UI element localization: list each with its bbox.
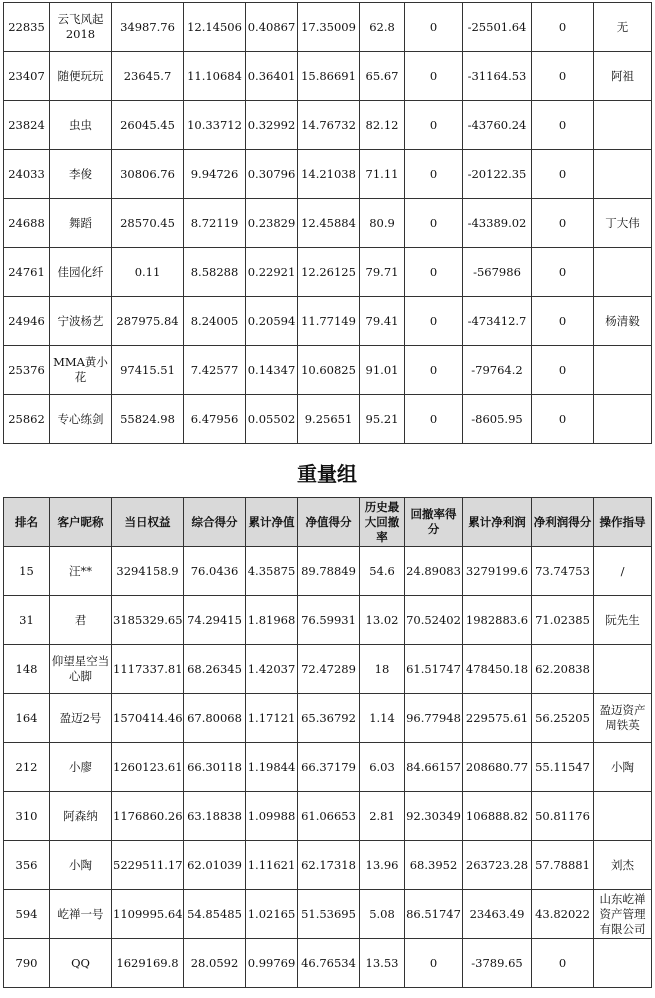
- drawdown-score-cell: 68.3952: [405, 841, 463, 890]
- drawdown-score-cell: 70.52402: [405, 596, 463, 645]
- equity-cell: 26045.45: [112, 101, 184, 150]
- net-profit-score-cell: 0: [532, 248, 594, 297]
- net-value-score-cell: 14.21038: [298, 150, 360, 199]
- max-drawdown-cell: 13.53: [360, 939, 405, 988]
- max-drawdown-cell: 71.11: [360, 150, 405, 199]
- net-value-score-cell: 62.17318: [298, 841, 360, 890]
- column-header-net-profit: 累计净利润: [463, 498, 532, 547]
- drawdown-score-cell: 61.51747: [405, 645, 463, 694]
- net-value-cell: 0.22921: [246, 248, 298, 297]
- nickname-cell: 云飞风起2018: [50, 3, 112, 52]
- nickname-cell: 小廖: [50, 743, 112, 792]
- drawdown-score-cell: 0: [405, 199, 463, 248]
- rank-cell: 164: [4, 694, 50, 743]
- net-value-cell: 0.40867: [246, 3, 298, 52]
- net-profit-score-cell: 0: [532, 101, 594, 150]
- guidance-cell: [594, 150, 652, 199]
- total-score-cell: 8.72119: [184, 199, 246, 248]
- guidance-cell: 阮先生: [594, 596, 652, 645]
- nickname-cell: 虫虫: [50, 101, 112, 150]
- total-score-cell: 12.14506: [184, 3, 246, 52]
- net-value-score-cell: 76.59931: [298, 596, 360, 645]
- rank-cell: 24033: [4, 150, 50, 199]
- net-profit-score-cell: 0: [532, 150, 594, 199]
- rank-cell: 310: [4, 792, 50, 841]
- guidance-cell: 丁大伟: [594, 199, 652, 248]
- equity-cell: 23645.7: [112, 52, 184, 101]
- net-profit-cell: -3789.65: [463, 939, 532, 988]
- guidance-cell: [594, 792, 652, 841]
- equity-cell: 3294158.9: [112, 547, 184, 596]
- total-score-cell: 67.80068: [184, 694, 246, 743]
- guidance-cell: 杨清毅: [594, 297, 652, 346]
- equity-cell: 1176860.26: [112, 792, 184, 841]
- net-value-cell: 4.35875: [246, 547, 298, 596]
- net-profit-cell: -31164.53: [463, 52, 532, 101]
- drawdown-score-cell: 0: [405, 395, 463, 444]
- max-drawdown-cell: 65.67: [360, 52, 405, 101]
- net-profit-cell: -567986: [463, 248, 532, 297]
- equity-cell: 0.11: [112, 248, 184, 297]
- net-profit-cell: -25501.64: [463, 3, 532, 52]
- net-profit-cell: -79764.2: [463, 346, 532, 395]
- net-value-cell: 0.05502: [246, 395, 298, 444]
- net-profit-score-cell: 0: [532, 346, 594, 395]
- net-value-cell: 0.14347: [246, 346, 298, 395]
- table-row: [4, 694, 652, 743]
- max-drawdown-cell: 80.9: [360, 199, 405, 248]
- rank-cell: 25862: [4, 395, 50, 444]
- guidance-cell: 盈迈资产周铁英: [594, 694, 652, 743]
- max-drawdown-cell: 79.41: [360, 297, 405, 346]
- max-drawdown-cell: 95.21: [360, 395, 405, 444]
- net-profit-cell: 1982883.6: [463, 596, 532, 645]
- max-drawdown-cell: 91.01: [360, 346, 405, 395]
- net-profit-score-cell: 0: [532, 939, 594, 988]
- total-score-cell: 66.30118: [184, 743, 246, 792]
- net-value-score-cell: 11.77149: [298, 297, 360, 346]
- nickname-cell: 随便玩玩: [50, 52, 112, 101]
- table-row: [4, 792, 652, 841]
- table-row: [4, 346, 652, 395]
- nickname-cell: 舞蹈: [50, 199, 112, 248]
- total-score-cell: 68.26345: [184, 645, 246, 694]
- equity-cell: 5229511.17: [112, 841, 184, 890]
- nickname-cell: QQ: [50, 939, 112, 988]
- column-header-guidance: 操作指导: [594, 498, 652, 547]
- net-value-score-cell: 9.25651: [298, 395, 360, 444]
- equity-cell: 1260123.61: [112, 743, 184, 792]
- drawdown-score-cell: 0: [405, 150, 463, 199]
- guidance-cell: 刘杰: [594, 841, 652, 890]
- guidance-cell: [594, 395, 652, 444]
- nickname-cell: 仰望星空当心脚: [50, 645, 112, 694]
- guidance-cell: [594, 939, 652, 988]
- table-row: [4, 645, 652, 694]
- column-header-equity: 当日权益: [112, 498, 184, 547]
- net-value-cell: 0.30796: [246, 150, 298, 199]
- nickname-cell: 盈迈2号: [50, 694, 112, 743]
- guidance-cell: 山东屹禅资产管理有限公司: [594, 890, 652, 939]
- bottom-table-body: [4, 547, 652, 988]
- equity-cell: 55824.98: [112, 395, 184, 444]
- table-row: [4, 841, 652, 890]
- nickname-cell: 佳园化纤: [50, 248, 112, 297]
- rank-cell: 212: [4, 743, 50, 792]
- net-profit-cell: 3279199.6: [463, 547, 532, 596]
- table-row: [4, 890, 652, 939]
- total-score-cell: 11.10684: [184, 52, 246, 101]
- total-score-cell: 28.0592: [184, 939, 246, 988]
- drawdown-score-cell: 86.51747: [405, 890, 463, 939]
- total-score-cell: 10.33712: [184, 101, 246, 150]
- table-row: [4, 297, 652, 346]
- equity-cell: 30806.76: [112, 150, 184, 199]
- nickname-cell: 阿森纳: [50, 792, 112, 841]
- max-drawdown-cell: 54.6: [360, 547, 405, 596]
- equity-cell: 97415.51: [112, 346, 184, 395]
- table-row: [4, 547, 652, 596]
- net-value-cell: 1.81968: [246, 596, 298, 645]
- drawdown-score-cell: 0: [405, 248, 463, 297]
- net-value-score-cell: 72.47289: [298, 645, 360, 694]
- nickname-cell: MMA黄小花: [50, 346, 112, 395]
- net-profit-cell: -8605.95: [463, 395, 532, 444]
- table-row: [4, 743, 652, 792]
- table-row: [4, 101, 652, 150]
- net-profit-cell: 229575.61: [463, 694, 532, 743]
- net-profit-cell: -20122.35: [463, 150, 532, 199]
- max-drawdown-cell: 18: [360, 645, 405, 694]
- table-row: [4, 150, 652, 199]
- drawdown-score-cell: 96.77948: [405, 694, 463, 743]
- nickname-cell: 屹禅一号: [50, 890, 112, 939]
- net-profit-score-cell: 73.74753: [532, 547, 594, 596]
- nickname-cell: 君: [50, 596, 112, 645]
- table-row: [4, 939, 652, 988]
- guidance-cell: 无: [594, 3, 652, 52]
- equity-cell: 1117337.81: [112, 645, 184, 694]
- net-profit-score-cell: 62.20838: [532, 645, 594, 694]
- heavyweight-ranking-table: [3, 497, 652, 988]
- net-value-score-cell: 89.78849: [298, 547, 360, 596]
- equity-cell: 34987.76: [112, 3, 184, 52]
- max-drawdown-cell: 1.14: [360, 694, 405, 743]
- rank-cell: 24761: [4, 248, 50, 297]
- net-profit-score-cell: 57.78881: [532, 841, 594, 890]
- drawdown-score-cell: 0: [405, 297, 463, 346]
- nickname-cell: 专心练剑: [50, 395, 112, 444]
- drawdown-score-cell: 0: [405, 939, 463, 988]
- nickname-cell: 汪**: [50, 547, 112, 596]
- rank-cell: 790: [4, 939, 50, 988]
- equity-cell: 1629169.8: [112, 939, 184, 988]
- net-value-score-cell: 46.76534: [298, 939, 360, 988]
- guidance-cell: [594, 346, 652, 395]
- rank-cell: 148: [4, 645, 50, 694]
- equity-cell: 28570.45: [112, 199, 184, 248]
- max-drawdown-cell: 82.12: [360, 101, 405, 150]
- max-drawdown-cell: 79.71: [360, 248, 405, 297]
- max-drawdown-cell: 62.8: [360, 3, 405, 52]
- rank-cell: 24946: [4, 297, 50, 346]
- table-row: [4, 596, 652, 645]
- net-value-cell: 1.11621: [246, 841, 298, 890]
- total-score-cell: 76.0436: [184, 547, 246, 596]
- max-drawdown-cell: 13.02: [360, 596, 405, 645]
- net-profit-cell: 478450.18: [463, 645, 532, 694]
- net-value-cell: 0.23829: [246, 199, 298, 248]
- guidance-cell: [594, 645, 652, 694]
- net-value-score-cell: 17.35009: [298, 3, 360, 52]
- rank-cell: 594: [4, 890, 50, 939]
- net-profit-score-cell: 0: [532, 52, 594, 101]
- column-header-max-drawdown: 历史最大回撤率: [360, 498, 405, 547]
- rank-cell: 356: [4, 841, 50, 890]
- guidance-cell: /: [594, 547, 652, 596]
- net-value-score-cell: 12.26125: [298, 248, 360, 297]
- nickname-cell: 李俊: [50, 150, 112, 199]
- guidance-cell: [594, 248, 652, 297]
- net-profit-cell: -473412.7: [463, 297, 532, 346]
- table-header-row: [4, 498, 652, 547]
- table-row: [4, 248, 652, 297]
- net-value-cell: 0.32992: [246, 101, 298, 150]
- net-profit-cell: 263723.28: [463, 841, 532, 890]
- rank-cell: 23824: [4, 101, 50, 150]
- drawdown-score-cell: 84.66157: [405, 743, 463, 792]
- net-profit-score-cell: 0: [532, 297, 594, 346]
- max-drawdown-cell: 2.81: [360, 792, 405, 841]
- total-score-cell: 8.58288: [184, 248, 246, 297]
- net-value-cell: 0.20594: [246, 297, 298, 346]
- drawdown-score-cell: 92.30349: [405, 792, 463, 841]
- guidance-cell: 阿祖: [594, 52, 652, 101]
- total-score-cell: 63.18838: [184, 792, 246, 841]
- net-value-score-cell: 14.76732: [298, 101, 360, 150]
- rank-cell: 25376: [4, 346, 50, 395]
- column-header-drawdown-score: 回撤率得分: [405, 498, 463, 547]
- guidance-cell: 小陶: [594, 743, 652, 792]
- net-value-score-cell: 15.86691: [298, 52, 360, 101]
- rank-cell: 31: [4, 596, 50, 645]
- top-ranking-table: [3, 2, 652, 444]
- top-table-body: [4, 3, 652, 444]
- net-value-score-cell: 61.06653: [298, 792, 360, 841]
- table-row: [4, 3, 652, 52]
- nickname-cell: 小陶: [50, 841, 112, 890]
- equity-cell: 287975.84: [112, 297, 184, 346]
- drawdown-score-cell: 24.89083: [405, 547, 463, 596]
- equity-cell: 1570414.46: [112, 694, 184, 743]
- column-header-rank: 排名: [4, 498, 50, 547]
- rank-cell: 22835: [4, 3, 50, 52]
- net-profit-score-cell: 56.25205: [532, 694, 594, 743]
- drawdown-score-cell: 0: [405, 101, 463, 150]
- net-profit-score-cell: 0: [532, 395, 594, 444]
- table-row: [4, 395, 652, 444]
- net-value-cell: 1.17121: [246, 694, 298, 743]
- net-value-score-cell: 66.37179: [298, 743, 360, 792]
- table-row: [4, 52, 652, 101]
- net-value-cell: 0.99769: [246, 939, 298, 988]
- net-profit-score-cell: 50.81176: [532, 792, 594, 841]
- net-value-score-cell: 12.45884: [298, 199, 360, 248]
- column-header-nickname: 客户昵称: [50, 498, 112, 547]
- net-value-cell: 1.02165: [246, 890, 298, 939]
- drawdown-score-cell: 0: [405, 346, 463, 395]
- max-drawdown-cell: 5.08: [360, 890, 405, 939]
- net-profit-cell: 23463.49: [463, 890, 532, 939]
- net-value-cell: 1.42037: [246, 645, 298, 694]
- column-header-net-value: 累计净值: [246, 498, 298, 547]
- net-value-score-cell: 65.36792: [298, 694, 360, 743]
- rank-cell: 24688: [4, 199, 50, 248]
- net-value-score-cell: 51.53695: [298, 890, 360, 939]
- max-drawdown-cell: 6.03: [360, 743, 405, 792]
- rank-cell: 15: [4, 547, 50, 596]
- total-score-cell: 62.01039: [184, 841, 246, 890]
- column-header-total-score: 综合得分: [184, 498, 246, 547]
- equity-cell: 3185329.65: [112, 596, 184, 645]
- equity-cell: 1109995.64: [112, 890, 184, 939]
- net-profit-cell: 106888.82: [463, 792, 532, 841]
- total-score-cell: 9.94726: [184, 150, 246, 199]
- net-profit-cell: 208680.77: [463, 743, 532, 792]
- section-title: 重量组: [297, 462, 357, 486]
- net-value-score-cell: 10.60825: [298, 346, 360, 395]
- net-value-cell: 0.36401: [246, 52, 298, 101]
- net-value-cell: 1.09988: [246, 792, 298, 841]
- total-score-cell: 74.29415: [184, 596, 246, 645]
- net-profit-cell: -43389.02: [463, 199, 532, 248]
- net-profit-score-cell: 43.82022: [532, 890, 594, 939]
- total-score-cell: 54.85485: [184, 890, 246, 939]
- total-score-cell: 6.47956: [184, 395, 246, 444]
- total-score-cell: 8.24005: [184, 297, 246, 346]
- column-header-net-profit-score: 净利润得分: [532, 498, 594, 547]
- column-header-net-value-score: 净值得分: [298, 498, 360, 547]
- net-value-cell: 1.19844: [246, 743, 298, 792]
- net-profit-score-cell: 0: [532, 3, 594, 52]
- nickname-cell: 宁波杨艺: [50, 297, 112, 346]
- net-profit-score-cell: 71.02385: [532, 596, 594, 645]
- total-score-cell: 7.42577: [184, 346, 246, 395]
- drawdown-score-cell: 0: [405, 3, 463, 52]
- guidance-cell: [594, 101, 652, 150]
- max-drawdown-cell: 13.96: [360, 841, 405, 890]
- rank-cell: 23407: [4, 52, 50, 101]
- net-profit-cell: -43760.24: [463, 101, 532, 150]
- table-row: [4, 199, 652, 248]
- net-profit-score-cell: 0: [532, 199, 594, 248]
- drawdown-score-cell: 0: [405, 52, 463, 101]
- net-profit-score-cell: 55.11547: [532, 743, 594, 792]
